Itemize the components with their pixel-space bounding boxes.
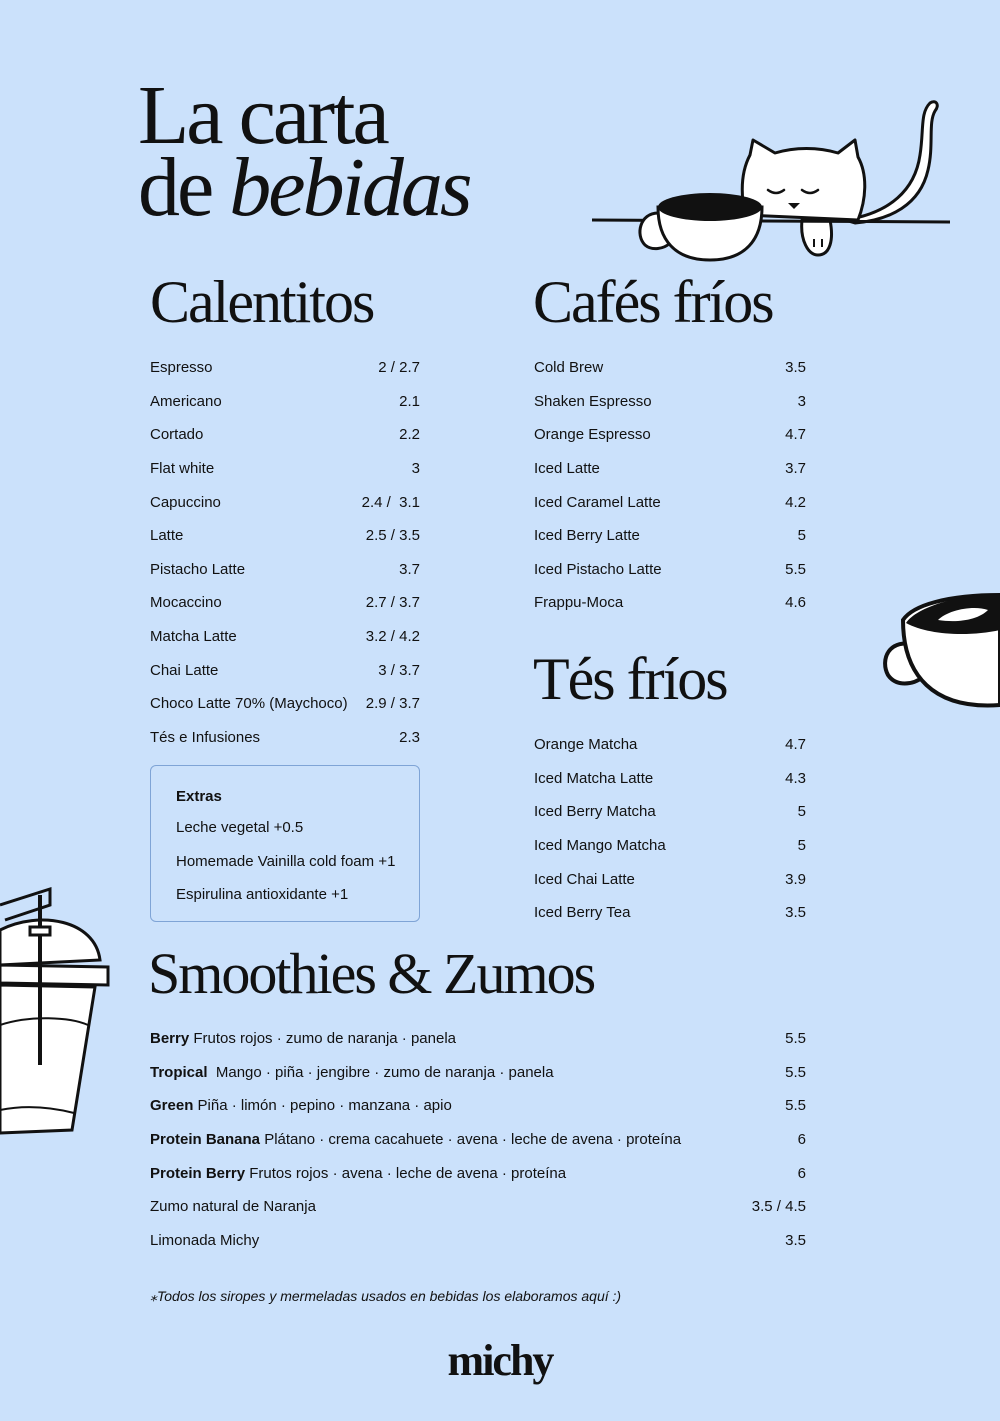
cafes-frios-heading: Cafés fríos [533,269,773,335]
calentitos-item-row [150,721,420,755]
calentitos-item-name: Chai Latte [150,661,219,679]
calentitos-item-price: 3.7 [399,560,420,578]
tes-frios-item-name: Orange Matcha [534,736,638,754]
title-line-1: La carta [138,69,387,162]
cafes-frios-item-price: 3 [797,392,806,410]
calentitos-item-price: 2.5 / 3.5 [365,527,420,545]
smoothie-item-price: 6 [797,1131,806,1149]
smoothie-item-row [150,1190,806,1224]
cafes-frios-item-row [534,351,806,385]
cafes-frios-item-row [534,418,806,452]
tes-frios-item-row [534,762,806,796]
tes-frios-item-price: 4.7 [785,736,806,754]
title-line-2-prefix: de [138,141,230,234]
cafes-frios-item-name: Iced Berry Latte [534,527,640,545]
cafes-frios-item-price: 4.6 [785,594,806,612]
cafes-frios-item-row [534,586,806,620]
smoothie-item-price: 3.5 [785,1231,806,1249]
tes-frios-item-price: 3.9 [785,870,806,888]
calentitos-item-price: 2 / 2.7 [378,359,420,377]
cafes-frios-item-name: Iced Caramel Latte [534,493,661,511]
menu-title [138,69,470,234]
cafes-frios-item-name: Iced Latte [534,460,600,478]
smoothie-item-row [150,1156,806,1190]
calentitos-item-name: Pistacho Latte [150,560,246,578]
title-line-2-emphasis: bebidas [229,141,470,234]
cat-on-cup-icon [590,95,960,265]
smoothie-item-title: Protein Banana [150,1131,261,1149]
calentitos-item-row [150,653,420,687]
smoothie-item-name [150,1165,566,1182]
smoothie-item-price: 5.5 [785,1030,806,1048]
smoothie-item-title: Berry [150,1030,190,1048]
extras-item: Leche vegetal +0.5 [176,819,304,836]
calentitos-item-row [150,687,420,721]
tes-frios-item-row [534,795,806,829]
tes-frios-item-price: 5 [797,837,806,855]
calentitos-item-price: 3 / 3.7 [378,661,420,679]
smoothie-item-description: Piña · limón · pepino · manzana · apio [193,1097,452,1115]
smoothie-item-description: Zumo natural de Naranja [150,1198,316,1216]
calentitos-item-row [150,519,420,553]
calentitos-item-name: Capuccino [150,493,221,511]
calentitos-item-name: Latte [150,527,184,545]
extras-box [150,765,420,922]
calentitos-item-name: Choco Latte 70% (Maychoco) [150,695,348,713]
calentitos-item-row [150,553,420,587]
calentitos-item-price: 2.3 [399,728,420,746]
cafes-frios-item-row [534,553,806,587]
smoothie-item-description: Limonada Michy [150,1231,260,1249]
smoothie-item-description: Frutos rojos · avena · leche de avena · proteína [245,1164,567,1182]
tes-frios-item-name: Iced Berry Matcha [534,803,656,821]
tes-frios-item-price: 4.3 [785,769,806,787]
cafes-frios-item-name: Orange Espresso [534,426,651,444]
smoothie-item-row [150,1089,806,1123]
brand-logo: michy [447,1336,553,1385]
smoothie-item-name [150,1232,259,1249]
calentitos-list [150,351,420,754]
smoothie-item-row [150,1224,806,1258]
calentitos-item-price: 2.7 / 3.7 [365,594,420,612]
calentitos-item-row [150,452,420,486]
smoothie-item-name [150,1198,316,1215]
tes-frios-item-row [534,862,806,896]
cafes-frios-item-price: 5.5 [785,560,806,578]
smoothie-item-row [150,1056,806,1090]
calentitos-item-name: Mocaccino [150,594,222,612]
tes-frios-item-name: Iced Chai Latte [534,870,635,888]
calentitos-item-name: Cortado [150,426,204,444]
cafes-frios-item-name: Iced Pistacho Latte [534,560,662,578]
calentitos-item-price: 3.2 / 4.2 [365,628,420,646]
calentitos-item-row [150,586,420,620]
cafes-frios-item-price: 4.7 [785,426,806,444]
cafes-frios-item-name: Shaken Espresso [534,392,652,410]
smoothie-item-row [150,1022,806,1056]
calentitos-item-name: Flat white [150,460,215,478]
calentitos-item-name: Tés e Infusiones [150,728,261,746]
smoothie-item-name [150,1097,452,1114]
cafes-frios-item-name: Cold Brew [534,359,604,377]
smoothies-list [150,1022,806,1257]
title-line-2 [138,141,470,234]
smoothie-item-name [150,1131,681,1148]
calentitos-heading: Calentitos [150,269,374,335]
tes-frios-item-row [534,829,806,863]
tes-frios-heading: Tés fríos [533,646,727,712]
cafes-frios-item-row [534,385,806,419]
cafes-frios-item-price: 4.2 [785,493,806,511]
tes-frios-item-name: Iced Mango Matcha [534,837,666,855]
smoothie-item-price: 5.5 [785,1097,806,1115]
extras-item: Espirulina antioxidante +1 [176,886,349,904]
smoothie-item-description: Mango · piña · jengibre · zumo de naranja · panela [207,1063,554,1081]
calentitos-item-name: Matcha Latte [150,628,237,646]
cafes-frios-list [534,351,806,620]
tes-frios-item-row [534,728,806,762]
tes-frios-item-price: 5 [797,803,806,821]
tes-frios-item-name: Iced Matcha Latte [534,769,654,787]
smoothies-heading: Smoothies & Zumos [148,941,595,1006]
smoothie-item-name [150,1030,456,1047]
calentitos-item-price: 2.2 [399,426,420,444]
calentitos-item-price: 2.9 / 3.7 [365,695,420,713]
footnote: ⁎Todos los siropes y mermeladas usados en bebidas los elaboramos aquí :) [150,1288,622,1304]
smoothie-item-description: Frutos rojos · zumo de naranja · panela [189,1030,457,1048]
tes-frios-list [534,728,806,930]
cafes-frios-item-row [534,519,806,553]
tes-frios-item-row [534,896,806,930]
tes-frios-item-price: 3.5 [785,904,806,922]
smoothie-item-title: Green [150,1097,194,1115]
smoothie-item-title: Protein Berry [150,1164,246,1182]
extras-item: Homemade Vainilla cold foam +1 [176,852,396,870]
calentitos-item-name: Espresso [150,359,213,377]
calentitos-item-price: 3 [411,460,420,478]
cafes-frios-item-price: 3.7 [785,460,806,478]
calentitos-item-row [150,418,420,452]
extras-heading: Extras [176,788,222,805]
smoothie-item-title: Tropical [150,1063,208,1081]
calentitos-item-row [150,620,420,654]
coffee-cup-icon [878,575,1000,715]
calentitos-item-name: Americano [150,392,222,410]
cafes-frios-item-price: 3.5 [785,359,806,377]
smoothie-item-description: Plátano · crema cacahuete · avena · leche de avena · proteína [260,1131,682,1149]
calentitos-item-row [150,385,420,419]
calentitos-item-row [150,485,420,519]
calentitos-item-row [150,351,420,385]
cafes-frios-item-row [534,485,806,519]
cafes-frios-item-price: 5 [797,527,806,545]
cafes-frios-item-row [534,452,806,486]
smoothie-item-name [150,1064,554,1081]
smoothie-item-row [150,1123,806,1157]
calentitos-item-price: 2.4 / 3.1 [361,493,420,511]
tes-frios-item-name: Iced Berry Tea [534,904,631,922]
calentitos-item-price: 2.1 [399,392,420,410]
smoothie-item-price: 5.5 [785,1063,806,1081]
smoothie-item-price: 3.5 / 4.5 [751,1198,806,1216]
iced-drink-cup-icon [0,875,115,1145]
cafes-frios-item-name: Frappu-Moca [534,594,624,612]
smoothie-item-price: 6 [797,1164,806,1182]
